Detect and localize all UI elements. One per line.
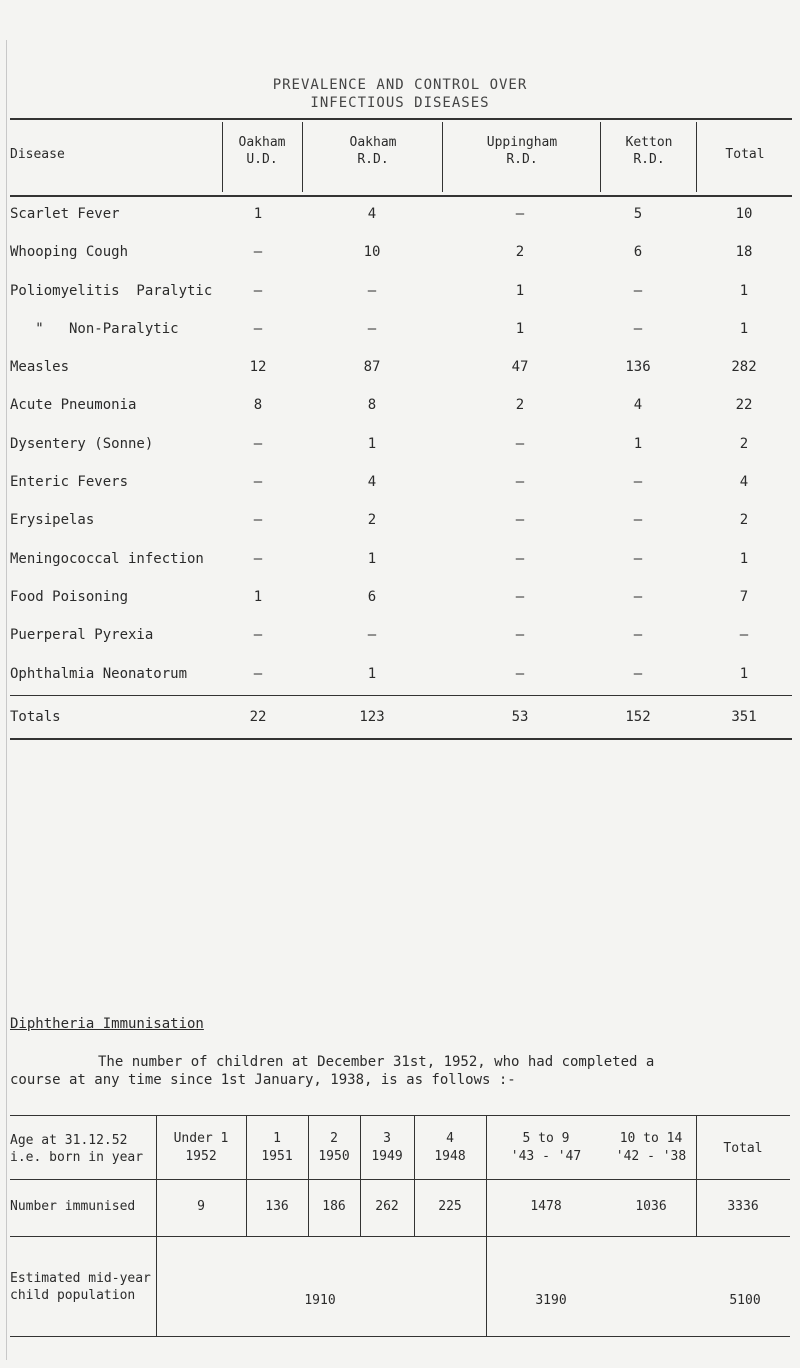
- disease-cell: 4: [367, 206, 377, 222]
- immunised-label: Number immunised: [10, 1199, 136, 1214]
- disease-cell: –: [253, 320, 263, 337]
- header-total: [700, 146, 790, 163]
- header-disease: [10, 146, 170, 163]
- disease-cell: 1: [253, 206, 263, 222]
- disease-cell: –: [633, 512, 643, 529]
- disease-cell: 6: [367, 588, 377, 605]
- heading-line-1: PREVALENCE AND CONTROL OVER: [272, 77, 528, 93]
- age-column-header-line-1: Total: [723, 1141, 763, 1156]
- disease-label: Food Poisoning: [10, 588, 129, 605]
- disease-cell: –: [253, 244, 263, 261]
- col-divider: [486, 1116, 487, 1336]
- paragraph-line-1: The number of children at December 31st, 1952, who had completed a: [98, 1054, 655, 1070]
- disease-cell: –: [253, 665, 263, 682]
- totals-label: Totals: [10, 708, 61, 725]
- age-column-header: [308, 1130, 360, 1166]
- disease-cell: 18: [735, 244, 753, 261]
- disease-cell: 8: [253, 397, 263, 414]
- immunised-cell: 9: [197, 1199, 205, 1214]
- immunised-cell: 262: [375, 1199, 399, 1214]
- header-divider: [302, 122, 303, 192]
- disease-cell: 1: [253, 588, 263, 605]
- disease-cell: 87: [363, 359, 381, 376]
- totals-cell: 53: [511, 708, 529, 725]
- heading-line-2: INFECTIOUS DISEASES: [310, 95, 490, 111]
- header-uppingham-rd: [448, 134, 596, 168]
- immunised-cell: 3336: [727, 1199, 759, 1214]
- age-column-header-line-2: 1952: [185, 1149, 217, 1164]
- row-divider: [10, 1179, 790, 1180]
- population-under5: 1910: [304, 1293, 336, 1308]
- disease-cell: –: [515, 550, 525, 567]
- disease-cell: 136: [625, 359, 651, 376]
- disease-cell: –: [633, 665, 643, 682]
- disease-cell: 1: [367, 435, 377, 452]
- disease-row: [10, 350, 792, 388]
- disease-cell: –: [515, 474, 525, 491]
- age-column-header: [156, 1130, 246, 1166]
- age-label-line-1: Age at 31.12.52: [10, 1133, 128, 1148]
- col-divider: [696, 1116, 697, 1236]
- disease-cell: –: [633, 282, 643, 299]
- disease-row: [10, 235, 792, 273]
- age-column-header-line-1: Under 1: [173, 1131, 229, 1146]
- col-divider: [414, 1116, 415, 1236]
- disease-label: Measles: [10, 359, 70, 376]
- disease-label: " Non-Paralytic: [10, 320, 179, 337]
- age-column-header-line-1: 1: [273, 1131, 281, 1146]
- age-column-header-line-1: 2: [330, 1131, 338, 1146]
- age-column-header: [246, 1130, 308, 1166]
- disease-cell: –: [633, 474, 643, 491]
- col-divider: [308, 1116, 309, 1236]
- disease-table-header: [10, 118, 792, 197]
- disease-label: Erysipelas: [10, 512, 95, 529]
- population-total: 5100: [729, 1293, 761, 1308]
- section-paragraph: [10, 1053, 790, 1089]
- disease-cell: 4: [367, 474, 377, 491]
- disease-cell: –: [253, 550, 263, 567]
- disease-cell: 1: [739, 320, 749, 337]
- age-column-header-line-2: '43 - '47: [510, 1149, 582, 1164]
- header-oakham-ud: [226, 134, 298, 168]
- immunised-cell: 186: [322, 1199, 346, 1214]
- age-column-header: [360, 1130, 414, 1166]
- disease-cell: 8: [367, 397, 377, 414]
- disease-cell: –: [367, 320, 377, 337]
- col-divider: [246, 1116, 247, 1236]
- age-column-header-line-1: 5 to 9: [522, 1131, 570, 1146]
- disease-cell: –: [633, 550, 643, 567]
- header-oakham-ud-l2: U.D.: [246, 152, 278, 167]
- disease-label: Puerperal Pyrexia: [10, 627, 154, 644]
- disease-label: Ophthalmia Neonatorum: [10, 665, 188, 682]
- totals-cell: 123: [359, 708, 385, 725]
- age-column-header-line-2: 1948: [434, 1149, 466, 1164]
- immunisation-table: [10, 1115, 790, 1337]
- header-ketton-rd-l2: R.D.: [633, 152, 665, 167]
- disease-cell: 1: [515, 282, 525, 299]
- disease-label: Meningococcal infection: [10, 550, 204, 567]
- header-ketton-rd: [606, 134, 692, 168]
- immunised-cell: 1036: [635, 1199, 667, 1214]
- disease-cell: 6: [633, 244, 643, 261]
- header-uppingham-rd-l1: Uppingham: [486, 135, 558, 150]
- disease-table: [10, 118, 792, 740]
- header-divider: [600, 122, 601, 192]
- disease-cell: –: [515, 435, 525, 452]
- population-label-line-2: child population: [10, 1288, 136, 1303]
- document-heading: [0, 76, 800, 120]
- totals-row: [10, 695, 792, 740]
- disease-cell: –: [633, 627, 643, 644]
- header-uppingham-rd-l2: R.D.: [506, 152, 538, 167]
- age-column-header-line-2: '42 - '38: [615, 1149, 687, 1164]
- age-column-header-line-1: 4: [446, 1131, 454, 1146]
- disease-cell: 12: [249, 359, 267, 376]
- disease-row: [10, 580, 792, 618]
- disease-cell: 4: [633, 397, 643, 414]
- age-column-header-line-1: 3: [383, 1131, 391, 1146]
- disease-cell: –: [253, 474, 263, 491]
- population-label: [10, 1270, 151, 1304]
- disease-cell: 2: [367, 512, 377, 529]
- disease-cell: 1: [515, 320, 525, 337]
- header-divider: [222, 122, 223, 192]
- age-column-header: [606, 1130, 696, 1166]
- population-5to14: 3190: [535, 1293, 567, 1308]
- header-oakham-ud-l1: Oakham: [238, 135, 286, 150]
- disease-row: [10, 274, 792, 312]
- disease-cell: –: [633, 320, 643, 337]
- disease-cell: –: [515, 206, 525, 222]
- disease-row: [10, 503, 792, 541]
- totals-cell: 351: [731, 708, 757, 725]
- totals-cell: 152: [625, 708, 651, 725]
- header-oakham-rd-l1: Oakham: [349, 135, 397, 150]
- disease-cell: 10: [735, 206, 753, 222]
- col-divider: [360, 1116, 361, 1236]
- disease-table-body: [10, 197, 792, 695]
- disease-cell: 1: [739, 665, 749, 682]
- disease-cell: 47: [511, 359, 529, 376]
- disease-row: [10, 388, 792, 426]
- disease-label: Whooping Cough: [10, 244, 129, 261]
- disease-cell: 1: [739, 282, 749, 299]
- disease-row: [10, 197, 792, 235]
- disease-cell: 1: [367, 550, 377, 567]
- age-label-line-2: i.e. born in year: [10, 1150, 144, 1165]
- header-divider: [442, 122, 443, 192]
- header-divider: [696, 122, 697, 192]
- disease-cell: 1: [633, 435, 643, 452]
- header-oakham-rd: [308, 134, 438, 168]
- disease-cell: 1: [739, 550, 749, 567]
- paragraph-line-2: course at any time since 1st January, 1938, is as follows :-: [10, 1072, 516, 1088]
- disease-label: Scarlet Fever: [10, 206, 120, 222]
- age-column-header-line-2: 1951: [261, 1149, 293, 1164]
- header-total-label: Total: [725, 147, 765, 162]
- disease-cell: –: [253, 282, 263, 299]
- header-disease-label: Disease: [10, 147, 65, 162]
- disease-label: Dysentery (Sonne): [10, 435, 154, 452]
- disease-cell: –: [515, 665, 525, 682]
- disease-row: [10, 618, 792, 656]
- col-divider: [156, 1116, 157, 1336]
- disease-cell: 10: [363, 244, 381, 261]
- disease-cell: 22: [735, 397, 753, 414]
- disease-label: Poliomyelitis Paralytic: [10, 282, 213, 299]
- disease-cell: 2: [739, 512, 749, 529]
- totals-cell: 22: [249, 708, 267, 725]
- header-oakham-rd-l2: R.D.: [357, 152, 389, 167]
- disease-label: Acute Pneumonia: [10, 397, 137, 414]
- page-edge: [6, 40, 7, 1360]
- disease-row: [10, 542, 792, 580]
- disease-cell: –: [515, 588, 525, 605]
- disease-cell: –: [367, 282, 377, 299]
- disease-row: [10, 427, 792, 465]
- age-column-header: [414, 1130, 486, 1166]
- disease-cell: 282: [731, 359, 757, 376]
- age-column-header-line-1: 10 to 14: [619, 1131, 683, 1146]
- disease-cell: –: [253, 435, 263, 452]
- section-title: Diphtheria Immunisation: [10, 1016, 204, 1032]
- disease-cell: –: [253, 512, 263, 529]
- disease-cell: 2: [515, 244, 525, 261]
- immunised-cell: 1478: [530, 1199, 562, 1214]
- disease-cell: –: [253, 627, 263, 644]
- disease-cell: 2: [515, 397, 525, 414]
- disease-cell: –: [739, 627, 749, 644]
- disease-cell: –: [367, 627, 377, 644]
- disease-row: [10, 657, 792, 695]
- disease-cell: –: [515, 627, 525, 644]
- disease-cell: 2: [739, 435, 749, 452]
- disease-cell: 4: [739, 474, 749, 491]
- disease-cell: 5: [633, 206, 643, 222]
- population-label-line-1: Estimated mid-year: [10, 1271, 151, 1286]
- disease-cell: 7: [739, 588, 749, 605]
- disease-label: Enteric Fevers: [10, 474, 129, 491]
- immunised-cell: 225: [438, 1199, 462, 1214]
- disease-cell: –: [633, 588, 643, 605]
- disease-cell: –: [515, 512, 525, 529]
- age-label: [10, 1132, 143, 1166]
- age-column-header: [486, 1130, 606, 1166]
- age-column-header: [696, 1140, 790, 1158]
- disease-cell: 1: [367, 665, 377, 682]
- age-column-header-line-2: 1950: [318, 1149, 350, 1164]
- row-divider: [10, 1236, 790, 1237]
- age-column-header-line-2: 1949: [371, 1149, 403, 1164]
- disease-row: [10, 465, 792, 503]
- header-ketton-rd-l1: Ketton: [625, 135, 673, 150]
- disease-row: [10, 312, 792, 350]
- immunised-cell: 136: [265, 1199, 289, 1214]
